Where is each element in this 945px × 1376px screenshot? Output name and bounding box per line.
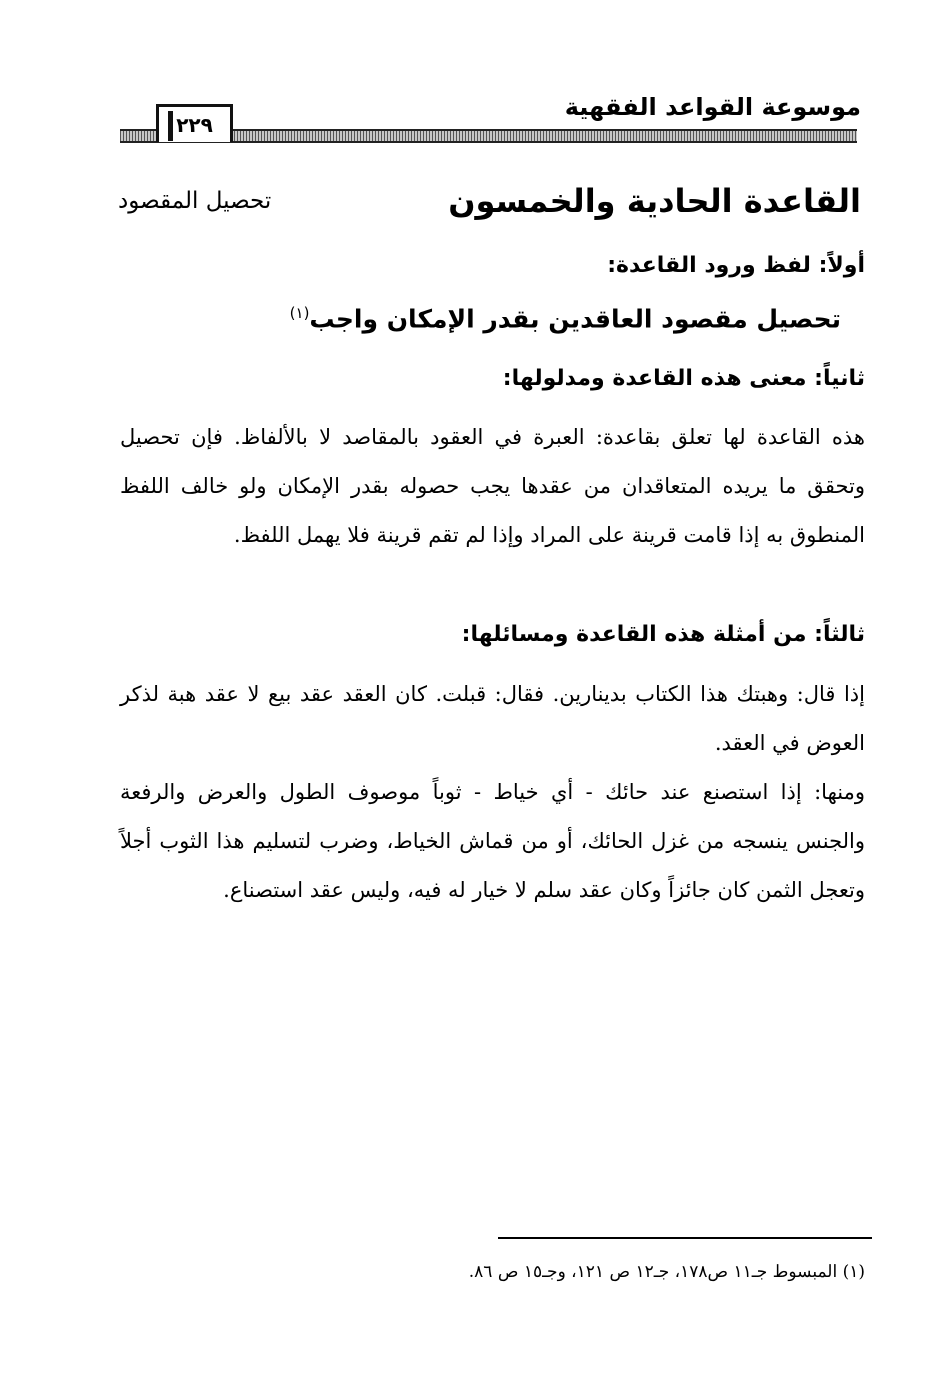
footnote: (١) المبسوط جـ١١ ص١٧٨، جـ١٢ ص ١٢١، وجـ١٥ ص ٨٦. bbox=[468, 1262, 865, 1282]
example-paragraph-2: ومنها: إذا استصنع عند حائك - أي خياط - ثوباً موصوف الطول والعرض والرفعة والجنس ينسجه من غزل الحائك، أو من قماش الخياط، وضرب لتسليم هذا الثوب أجلاً وتعجل الثمن كان جائزاً وكان عقد سلم لا خيار له فيه، وليس عقد استصناع. bbox=[120, 780, 865, 902]
section-heading-2: ثانياً: معنى هذه القاعدة ومدلولها: bbox=[502, 366, 865, 391]
rule-title: القاعدة الحادية والخمسون bbox=[448, 182, 861, 220]
footnote-reference: (١) bbox=[289, 304, 310, 322]
page-number: ٢٢٩ bbox=[176, 112, 213, 137]
section-heading-1: أولاً: لفظ ورود القاعدة: bbox=[607, 253, 865, 278]
page-number-box bbox=[156, 104, 233, 142]
section-heading-3: ثالثاً: من أمثلة هذه القاعدة ومسائلها: bbox=[461, 622, 865, 647]
running-title: موسوعة القواعد الفقهية bbox=[564, 93, 861, 121]
rule-statement bbox=[290, 304, 841, 333]
meaning-paragraph: هذه القاعدة لها تعلق بقاعدة: العبرة في العقود بالمقاصد لا بالألفاظ. فإن تحصيل وتحقق ما يريده المتعاقدان من عقدها يجب حصوله بقدر الإمكان ولو خالف اللفظ المنطوق به إذا قامت قرينة على المراد وإذا لم تقم قرينة فلا يهمل اللفظ. bbox=[120, 425, 865, 547]
rule-subject: تحصيل المقصود bbox=[118, 188, 272, 214]
page-number-marker bbox=[168, 111, 173, 141]
example-paragraph-1: إذا قال: وهبتك هذا الكتاب بدينارين. فقال: قبلت. كان العقد عقد بيع لا عقد هبة لذكر العوض في العقد. bbox=[120, 682, 865, 755]
rule-statement-text: تحصيل مقصود العاقدين بقدر الإمكان واجب bbox=[309, 304, 841, 334]
footnote-separator bbox=[498, 1237, 872, 1239]
